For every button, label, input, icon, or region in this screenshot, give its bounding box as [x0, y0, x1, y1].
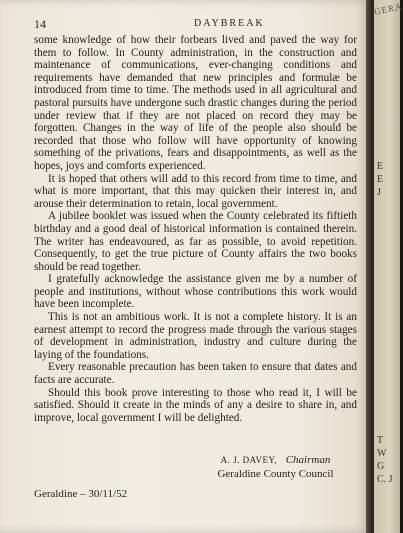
page-number: 14 — [34, 17, 46, 31]
signatory-role: Chairman — [285, 454, 331, 466]
facing-page-fragment: C. J — [377, 474, 393, 485]
facing-page-fragment: E — [377, 161, 384, 172]
paragraph: It is hoped that others will add to this record from time to time, and what is more important, that this may quicken their interest in, and arouse their determination to retain, local government. — [34, 172, 357, 210]
paragraph: some knowledge of how their forbears lived and paved the way for them to follow. In County administration, in the construction and maintenance of communications, ever-changing conditions and requirements have demanded that new principles and formulæ be introduced from time to time. The methods used in all agricultural and pastoral pursuits have undergone such drastic changes during the period under review that if they are not placed on record they may be forgotten. Changes in the way of life of the people also should be recorded that those who follow will have opportunity of knowing something of the privations, fears and disappointments, as well as the hopes, joys and comforts experienced. — [34, 34, 357, 172]
facing-page-fragment: T — [377, 435, 384, 446]
paragraph: A jubilee booklet was issued when the County celebrated its fiftieth birthday and a good deal of historical information is contained therein. The writer has endeavoured, as far as possible, to avoid repetition. Consequently, to get the true picture of County affairs the two books should be read together. — [34, 210, 357, 273]
place-date: Geraldine – 30/11/52 — [34, 488, 128, 500]
facing-page-fragment: W — [377, 448, 387, 459]
facing-page-fragment: G — [377, 461, 385, 472]
signatory-line — [193, 454, 358, 466]
body-text — [34, 34, 357, 424]
signature-block — [193, 454, 358, 480]
facing-page — [373, 0, 403, 533]
paragraph: Should this book prove interesting to those who read it, I will be satisfied. Should it create in the minds of any a desire to share in, and improve, local government I will be delighted. — [34, 386, 357, 424]
book-title: DAYBREAK — [194, 18, 265, 29]
paragraph: This is not an ambitious work. It is not a complete history. It is an earnest attempt to record the progress made through the various stages of development in administration, industry and culture during the laying of the foundations. — [34, 311, 357, 361]
paragraph: Every reasonable precaution has been taken to ensure that dates and facts are accurate. — [34, 361, 357, 387]
signatory-organisation: Geraldine County Council — [217, 468, 334, 480]
paragraph: I gratefully acknowledge the assistance given me by a number of people and institutions, without whose contributions this work would have been incomplete. — [34, 273, 357, 311]
facing-page-fragment: J — [377, 187, 381, 198]
running-head — [34, 17, 354, 31]
facing-page-fragment: E — [377, 174, 384, 185]
signatory-name: A. J. DAVEY, — [220, 455, 278, 465]
facing-page-corner-text: GERA — [373, 1, 403, 17]
